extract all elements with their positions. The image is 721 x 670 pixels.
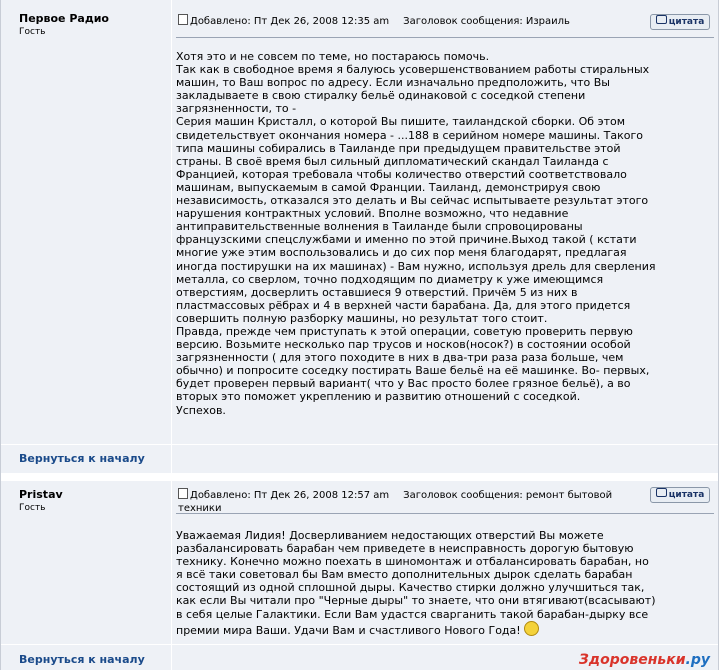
post-line: в себя целые Галактики. Если Вам удастся сварганить такой барабан-дырку все <box>176 607 649 621</box>
post-line: Серия машин Кристалл, о которой Вы пишите, таиландской сборки. Об этом <box>176 115 626 129</box>
post-subject: Заголовок сообщения: ремонт бытовой техники <box>178 490 613 514</box>
post-line: машинам, выпускаемым в самой Франции. Таиланд, демонстрируя свою <box>176 180 601 194</box>
post-line: антиправительственные волнения в Таиланде были спровоцированы <box>176 220 583 234</box>
post-author: Pristav <box>19 488 63 501</box>
post-line: многие уже этим воспользовались и до сих пор меня благодарят, предлагая <box>176 246 627 260</box>
post-line: я всё таки советовал бы Вам вместо дополнительных дырок сделать барабан <box>176 568 633 582</box>
post-line: французскими спецслужбами и именно по этой причине.Выход такой ( кстати <box>176 233 637 247</box>
post-line: Уважаемая Лидия! Досверливанием недостающих отверстий Вы можете <box>176 529 604 542</box>
post-line: иногда постирушки на их машинах) - Вам нужно, используя дрель для сверления <box>176 259 656 273</box>
back-to-top-link[interactable]: Вернуться к началу <box>19 653 145 666</box>
post-author-cell <box>1 0 172 444</box>
post-line: Хотя это и не совсем по теме, но постараюсь помочь. <box>176 50 490 63</box>
post-line: разбалансировать барабан чем приведете в неисправность дорогую бытовую <box>176 542 634 556</box>
post-author-role: Гость <box>19 503 46 513</box>
quote-button-label: цитата <box>668 17 705 27</box>
post-meta <box>178 488 648 515</box>
post-line: закладываете в свою стиралку бельё одинаковой с соседкой степени <box>176 89 586 103</box>
back-to-top-row <box>1 445 718 473</box>
post-line: отверстиям, досверлить оставшиеся 9 отверстий. Причём 5 из них в <box>176 285 578 299</box>
post-line: совершить полную разборку машины, но результат того стоит. <box>176 311 548 325</box>
post-line: свидетельствует окончания номера - ...188 в серийном номере машины. Такого <box>176 128 644 142</box>
post-body <box>176 50 655 417</box>
post-line: технику. Конечно можно поехать в шиномонтаж и отбалансировать барабан, но <box>176 555 649 569</box>
post-icon <box>178 488 188 499</box>
post-meta <box>178 14 570 27</box>
post-line: вторых это поможет укреплению и развитию отношений с соседкой. <box>176 390 581 404</box>
quote-button[interactable] <box>650 487 710 503</box>
quote-icon <box>656 15 667 24</box>
quote-button-label: цитата <box>668 490 705 500</box>
post-body-last-line <box>176 621 539 637</box>
quote-button[interactable] <box>650 14 710 30</box>
post-line: металла, со сверлом, точно подходящим по диаметру к уже имеющимся <box>176 272 604 286</box>
watermark-sub: .ру <box>685 652 710 668</box>
quote-icon <box>656 488 667 497</box>
post-line: версию. Возьмите несколько пар трусов и носков(носок?) в состоянии особой <box>176 338 631 352</box>
back-to-top-empty-cell <box>172 445 718 473</box>
post-line: машин, то Ваш вопрос по адресу. Если изначально предположить, что Вы <box>176 76 610 90</box>
smile-icon <box>524 621 539 636</box>
post-author-role: Гость <box>19 27 46 37</box>
post-divider <box>176 37 714 38</box>
post-line: независимость, отказался это делать и Вы сейчас испытываете результат этого <box>176 194 649 208</box>
watermark-main: Здоровеньки <box>578 652 686 668</box>
post-line: пластмассовых рёбрах и 4 в верхней части барабана. Да, для этого придется <box>176 298 631 312</box>
post-line: загрязненности ( для этого походите в них в два-три раза раза больше, чем <box>176 351 624 365</box>
post-line: обычно) и попросите соседку постирать Ваше бельё на её машинке. Во- первых, <box>176 364 650 378</box>
post-line: страны. В своё время был сильный дипломатический скандал Таиланда с <box>176 154 609 168</box>
post-line: Так как в свободное время я балуюсь усовершенствованием работы стиральных <box>176 63 650 77</box>
post-line: Францией, которая требовала чтобы количество отверстий соответствовало <box>176 167 627 181</box>
post-spacer <box>1 473 718 481</box>
post-line: загрязненности, то - <box>176 102 297 116</box>
post-line: будет проверен первый вариант( что у Вас просто более грязное бельё), а во <box>176 377 631 391</box>
post-line: Успехов. <box>176 403 226 417</box>
post-line: состоящий из одной сплошной дыры. Качество стирки должно улучшиться так, <box>176 581 645 595</box>
post-subject: Заголовок сообщения: Израиль <box>403 16 570 27</box>
post-author: Первое Радио <box>19 12 109 25</box>
site-watermark-logo <box>579 652 710 668</box>
post-author-cell <box>1 481 172 644</box>
post-icon <box>178 14 188 25</box>
post-last-line-text: премии мира Ваши. Удачи Вам и счастливого Нового Года! <box>176 624 521 637</box>
post-line: Правда, прежде чем приступать к этой операции, советую проверить первую <box>176 324 633 338</box>
post-body <box>176 529 655 621</box>
post-line: нарушения контрактных условий. Вполне возможно, что недавние <box>176 207 569 221</box>
post-date: Добавлено: Пт Дек 26, 2008 12:57 am <box>190 490 390 501</box>
post-date: Добавлено: Пт Дек 26, 2008 12:35 am <box>190 16 390 27</box>
back-to-top-link[interactable]: Вернуться к началу <box>19 452 145 465</box>
post-line: типа машины собирались в Таиланде при предыдущем правительстве этой <box>176 141 621 155</box>
post-line: как если Вы читали про "Черные дыры" то знаете, что они втягивают(всасывают) <box>176 594 656 608</box>
